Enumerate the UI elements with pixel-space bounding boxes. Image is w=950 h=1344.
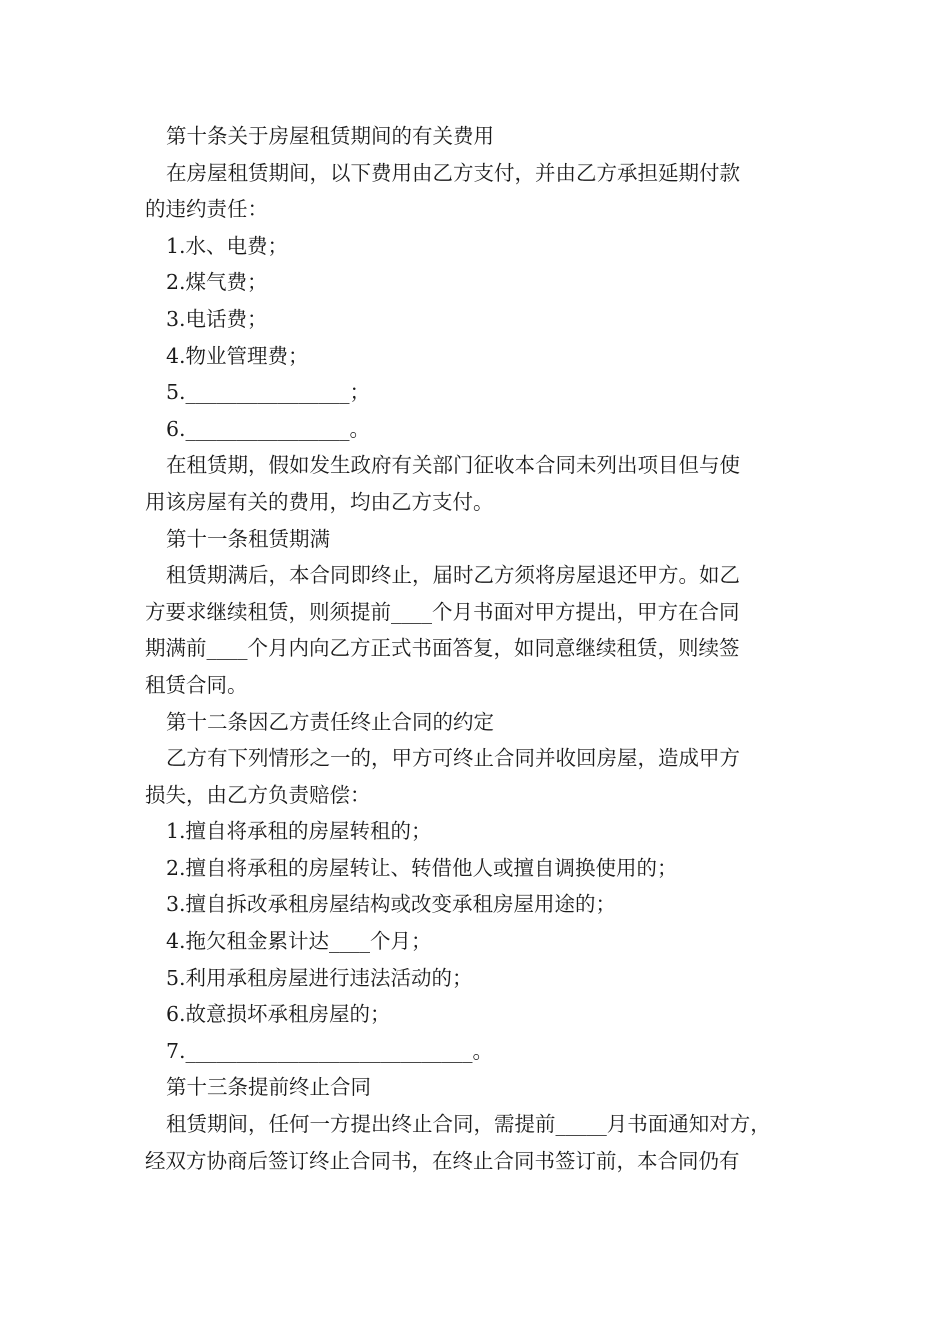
line-9: 6.________________。 <box>166 416 371 441</box>
line-13: 租赁期满后，本合同即终止，届时乙方须将房屋退还甲方。如乙 <box>166 563 740 588</box>
line-25: 6.故意损坏承租房屋的； <box>166 1002 391 1027</box>
line-20: 1.擅自将承租的房屋转租的； <box>166 819 432 844</box>
line-17: 第十二条因乙方责任终止合同的约定 <box>166 709 494 734</box>
line-18: 乙方有下列情形之一的，甲方可终止合同并收回房屋，造成甲方 <box>166 746 740 771</box>
line-5: 2.煤气费； <box>166 270 268 295</box>
line-10: 在租赁期，假如发生政府有关部门征收本合同未列出项目但与使 <box>166 453 740 478</box>
line-22: 3.擅自拆改承租房屋结构或改变承租房屋用途的； <box>166 892 617 917</box>
line-28: 租赁期间，任何一方提出终止合同，需提前_____月书面通知对方， <box>166 1112 771 1137</box>
contract-body <box>145 118 810 1179</box>
line-15: 期满前____个月内向乙方正式书面答复，如同意继续租赁，则续签 <box>145 636 740 661</box>
line-4: 1.水、电费； <box>166 233 289 258</box>
line-14: 方要求继续租赁，则须提前____个月书面对甲方提出，甲方在合同 <box>145 599 740 624</box>
line-11: 用该房屋有关的费用，均由乙方支付。 <box>145 489 494 514</box>
line-26: 7.____________________________。 <box>166 1038 494 1063</box>
line-8: 5.________________； <box>166 380 371 405</box>
line-19: 损失，由乙方负责赔偿： <box>145 782 371 807</box>
line-27: 第十三条提前终止合同 <box>166 1075 371 1100</box>
line-6: 3.电话费； <box>166 306 268 331</box>
line-7: 4.物业管理费； <box>166 343 309 368</box>
line-29: 经双方协商后签订终止合同书，在终止合同书签订前，本合同仍有 <box>145 1148 740 1173</box>
line-21: 2.擅自将承租的房屋转让、转借他人或擅自调换使用的； <box>166 855 678 880</box>
line-12: 第十一条租赁期满 <box>166 526 330 551</box>
line-23: 4.拖欠租金累计达____个月； <box>166 929 432 954</box>
line-1: 第十条关于房屋租赁期间的有关费用 <box>166 124 494 148</box>
line-2: 在房屋租赁期间，以下费用由乙方支付，并由乙方承担延期付款 <box>166 160 740 185</box>
line-24: 5.利用承租房屋进行违法活动的； <box>166 965 473 990</box>
line-3: 的违约责任： <box>145 197 268 222</box>
line-16: 租赁合同。 <box>145 672 248 697</box>
